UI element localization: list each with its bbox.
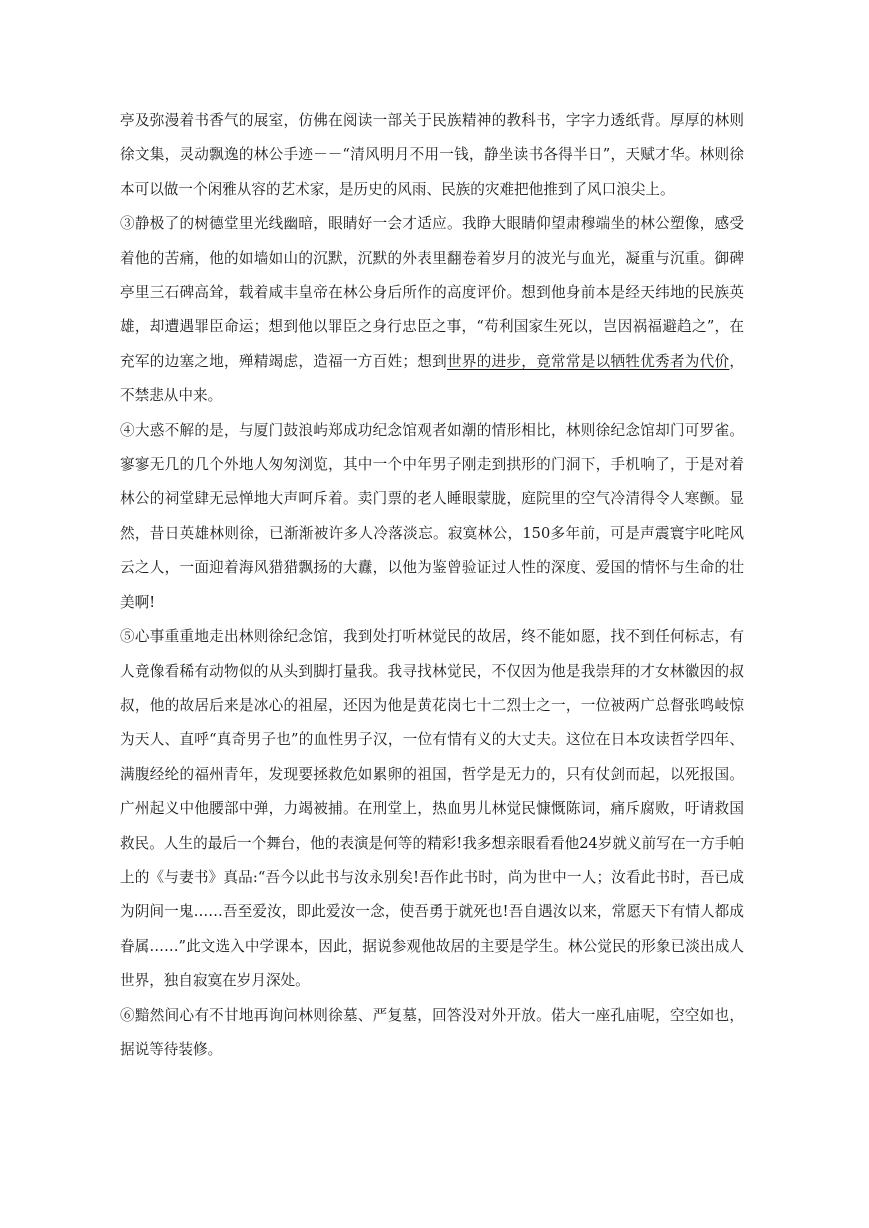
paragraph-6: ⑥黯然间心有不甘地再询问林则徐墓、严复墓，回答没对外开放。偌大一座孔庙呢，空空如也，据说等待装修。 (120, 1006, 744, 1058)
article-body (120, 104, 744, 1067)
paragraph-5: ⑤心事重重地走出林则徐纪念馆，我到处打听林觉民的故居，终不能如愿，找不到任何标志，有人竟像看稀有动物似的从头到脚打量我。我寻找林觉民，不仅因为他是我崇拜的才女林徽因的叔叔，他的故居后来是冰心的祖屋，还因为他是黄花岗七十二烈士之一，一位被两广总督张鸣岐惊为天人、直呼“真奇男子也”的血性男子汉，一位有情有义的大丈夫。这位在日本攻读哲学四年、满腹经纶的福州青年，发现要拯救危如累卵的祖国，哲学是无力的，只有仗剑而起，以死报国。广州起义中他腰部中弹，力竭被捕。在刑堂上，热血男儿林觉民慷慨陈词，痛斥腐败，吁请救国救民。人生的最后一个舞台，他的表演是何等的精彩!我多想亲眼看看他24岁就义前写在一方手帕上的《与妻书》真品:“吾今以此书与汝永别矣!吾作此书时，尚为世中一人；汝看此书时，吾已成为阴间一鬼……吾至爱汝，即此爱汝一念，使吾勇于就死也!吾自遇汝以来，常愿天下有情人都成眷属……”此文选入中学课本，因此，据说参观他故居的主要是学生。林公觉民的形象已淡出成人世界，独自寂寞在岁月深处。 (120, 628, 744, 990)
paragraph-3 (120, 207, 744, 413)
paragraph-3-tail: ，不禁悲从中来。 (120, 352, 744, 405)
paragraph-4: ④大惑不解的是，与厦门鼓浪屿郑成功纪念馆观者如潮的情形相比，林则徐纪念馆却门可罗雀。寥寥无几的几个外地人匆匆浏览，其中一个中年男子刚走到拱形的门洞下，手机响了，于是对着林公的祠堂肆无忌惮地大声呵斥着。卖门票的老人睡眼蒙胧，庭院里的空气冷清得令人寒颤。显然，昔日英雄林则徐，已渐渐被许多人冷落淡忘。寂寞林公，150多年前，可是声震寰宇叱咤风云之人，一面迎着海风猎猎飘扬的大纛，以他为鉴曾验证过人性的深度、爱国的情怀与生命的壮美啊! (120, 421, 744, 611)
underlined-phrase: 世界的进步，竟常常是以牺牲优秀者为代价 (446, 352, 730, 370)
paragraph-3-text: ③静极了的树德堂里光线幽暗，眼睛好一会才适应。我睁大眼睛仰望肃穆端坐的林公塑像，感受着他的苦痛，他的如墙如山的沉默，沉默的外表里翻卷着岁月的波光与血光，凝重与沉重。御碑亭里三石碑高耸，载着咸丰皇帝在林公身后所作的高度评价。想到他身前本是经天纬地的民族英雄，却遭遇罪臣命运；想到他以罪臣之身行忠臣之事，“苟利国家生死以，岂因祸福避趋之”，在充军的边塞之地，殚精竭虑，造福一方百姓；想到 (120, 215, 744, 370)
paragraph-continuation: 亭及弥漫着书香气的展室，仿佛在阅读一部关于民族精神的教科书，字字力透纸背。厚厚的林则徐文集，灵动飘逸的林公手迹－－“清风明月不用一钱，静坐读书各得半日”，天赋才华。林则徐本可以做一个闲雅从容的艺术家，是历史的风雨、民族的灾难把他推到了风口浪尖上。 (120, 112, 744, 198)
